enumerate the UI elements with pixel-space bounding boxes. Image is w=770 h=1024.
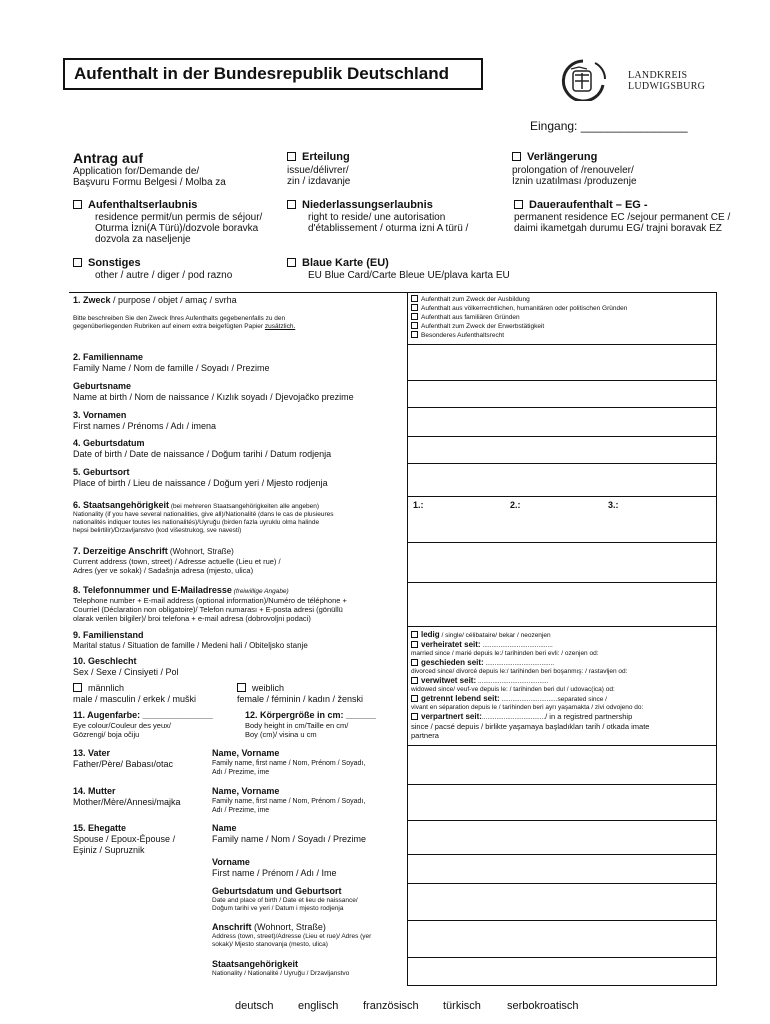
verpartnert-desc2: since / pacsé depuis / birlikte yaşamaya başladıkları tarih / otkada imate [411,722,650,731]
erteilung-checkbox[interactable] [287,152,296,161]
antrag-title: Antrag auf [73,150,143,166]
telefon-desc1: Telephone number + E-mail address (optional information)/Numéro de téléphone + [73,596,347,605]
aufenthaltserlaubnis-sub1: residence permit/un permis de séjour/ [95,212,263,223]
ehegatte-anschrift-desc1: Address (town, street)/Adresse (Lieu et rue)/ Adres (yer [212,933,372,940]
weiblich-desc: female / féminin / kadın / ženski [237,694,364,704]
sonstiges-checkbox[interactable] [73,258,82,267]
maennlich-label: männlich [88,683,125,693]
mutter-name-label: Name, Vorname [212,786,280,796]
ehegatte-anschrift-label: Anschrift [212,922,252,932]
logo-line1: LANDKREIS [628,70,688,81]
familienname-desc: Family Name / Nom de famille / Soyadı / Prezime [73,363,270,373]
zweck-option: Aufenthalt zum Zweck der Erwerbstätigkeit [421,323,545,330]
verpartnert-checkbox[interactable] [411,713,418,720]
row-divider [408,407,717,408]
zweck-option: Aufenthalt aus völkerrechtlichen, humanitären oder politischen Gründen [421,305,628,312]
table-divider-vertical [407,292,408,986]
niederlassungserlaubnis-checkbox[interactable] [287,200,296,209]
telefon-desc3: olarak verilen bilgiler)/ broi telefona + e-mail adresa (dobrovoljni podaci) [73,614,311,623]
groesse-desc2: Boy (cm)/ visina u cm [245,730,317,739]
staatsang-desc1: Nationality (if you have several nationalities, give all)/Nationalité (dans le cas de plusieures [73,511,334,518]
daueraufenthalt-checkbox[interactable] [514,200,523,209]
aufenthaltserlaubnis-label: Aufenthaltserlaubnis [88,199,198,211]
row-divider [408,582,717,583]
daueraufenthalt-sub2: daimi ikametgah durumu EG/ trajni boravak EZ [514,223,722,234]
row-divider [408,380,717,381]
geburtsname-desc: Name at birth / Nom de naissance / Kızlık soyadı / Djevojačko prezime [73,392,354,402]
page-title: Aufenthalt in der Bundesrepublik Deutschland [63,58,483,90]
zweck-title-rest: / purpose / objet / amaç / svrha [110,295,237,305]
logo-line2: LUDWIGSBURG [628,81,706,92]
ehegatte-staatsang-desc: Nationality / Nationalité / Uyruğu / Drzavljanstvo [212,970,350,977]
verlaengerung-sub2: İznin uzatılması /produzenje [512,176,637,187]
augenfarbe-field[interactable]: 11. Augenfarbe: ______________ [73,710,213,720]
language-link-serbokroatisch[interactable]: serbokroatisch [507,1000,579,1012]
ehegatte-name-desc: Family name / Nom / Soyadı / Prezime [212,834,367,844]
niederlassungserlaubnis-label: Niederlassungserlaubnis [302,199,433,211]
ledig-label: ledig [421,630,440,639]
row-divider [408,745,717,746]
zweck-option-checkbox[interactable] [411,304,418,311]
weiblich-checkbox[interactable] [237,683,246,692]
language-link-englisch[interactable]: englisch [298,1000,339,1012]
verlaengerung-checkbox[interactable] [512,152,521,161]
verpartnert-dots[interactable]: ................................... [481,714,546,721]
zweck-desc2: gegenüberliegenden Rubriken auf einem extra beigefügten Papier [73,323,264,330]
staatsang-label-small: (bei mehreren Staatsangehörigkeiten alle angeben) [169,503,319,510]
ledig-desc: / single/ célibataire/ bekar / neozenjen [439,632,551,639]
geschieden-label: geschieden seit: [421,658,484,667]
groesse-desc1: Body height in cm/Taille en cm/ [245,721,349,730]
staatsang-field-2[interactable]: 2.: [510,500,521,510]
ehegatte-label: 15. Ehegatte [73,823,127,833]
language-link-tuerkisch[interactable]: türkisch [443,1000,481,1012]
anschrift-desc1: Current address (town, street) / Adresse actuelle (Lieu et rue) / [73,557,281,566]
staatsang-label: 6. Staatsangehörigkeit [73,500,170,510]
weiblich-label: weiblich [252,683,285,693]
verwitwet-checkbox[interactable] [411,677,418,684]
mutter-desc: Mother/Mère/Annesi/majka [73,797,181,807]
aufenthaltserlaubnis-checkbox[interactable] [73,200,82,209]
mutter-name-desc2: Adı / Prezime, ime [212,807,270,814]
zweck-desc1: Bitte beschreiben Sie den Zweck Ihres Aufenthalts gegebenenfalls zu den [73,315,286,322]
row-divider [408,463,717,464]
ehegatte-vorname-desc: First name / Prénom / Adı / Ime [212,868,337,878]
mutter-label: 14. Mutter [73,786,116,796]
verpartnert-desc1: / in a registred partnership [545,712,633,721]
geburtsort-desc: Place of birth / Lieu de naissance / Doğum yeri / Mjesto rodjenja [73,478,328,488]
aufenthaltserlaubnis-sub2: Oturma İzni(A Türü)/dozvole boravka [95,223,259,234]
zweck-option-checkbox[interactable] [411,331,418,338]
getrennt-desc2: vivant en séparation depuis le / tarihinden beri ayrı yaşamakta / zivi odvojeno do: [411,704,644,711]
ehegatte-desc2: Eşiniz / Supruznik [73,845,145,855]
verlaengerung-sub1: prolongation of /renouveler/ [512,165,634,176]
verwitwet-dots[interactable]: ....................................... [476,678,549,685]
table-bottom-line [407,985,717,986]
telefon-label-extra: (freiwillige Angabe) [231,588,289,595]
vater-name-desc2: Adı / Prezime, ime [212,769,270,776]
geschlecht-label: 10. Geschlecht [73,656,137,666]
staatsang-field-1[interactable]: 1.: [413,500,424,510]
table-top-line [69,292,717,293]
ledig-checkbox[interactable] [411,631,418,638]
zweck-option: Aufenthalt zum Zweck der Ausbildung [421,296,530,303]
maennlich-desc: male / masculin / erkek / muški [73,694,197,704]
mutter-name-desc1: Family name, first name / Nom, Prénom / Soyadı, [212,798,366,805]
getrennt-checkbox[interactable] [411,695,418,702]
vater-name-label: Name, Vorname [212,748,280,758]
geschieden-desc: divorced since/ divorcé depuis le:/ tarihinden beri boşanmış: / rastavljen od: [411,668,628,675]
zweck-desc2-underline: zusätzlich. [264,323,296,330]
ehegatte-vorname-label: Vorname [212,857,250,867]
vornamen-label: 3. Vornamen [73,410,127,420]
familienstand-desc: Marital status / Situation de famille / Medeni hali / Obiteljsko stanje [73,641,308,650]
blaue-karte-checkbox[interactable] [287,258,296,267]
row-divider [408,784,717,785]
sonstiges-sub1: other / autre / diger / pod razno [95,270,233,281]
geschieden-dots[interactable]: ...................................... [483,660,555,667]
geburtsdatum-desc: Date of birth / Date de naissance / Doğum tarihi / Datum rodjenja [73,449,332,459]
table-right-line [716,292,717,986]
staatsang-desc2: nationalités indiquer toutes les nationalités)/Uyruğu (birden fazla uyruklu olma halinde [73,519,320,526]
ehegatte-anschrift-extra: (Wohnort, Straße) [251,922,326,932]
row-divider [408,496,717,497]
row-divider [408,957,717,958]
antrag-sub2: Başvuru Formu Belgesi / Molba za [73,177,226,188]
niederlassungserlaubnis-sub1: right to reside/ une autorisation [308,212,446,223]
vater-label: 13. Vater [73,748,111,758]
row-divider [408,344,717,345]
blaue-karte-label: Blaue Karte (EU) [302,257,389,269]
anschrift-label-extra: (Wohnort, Straße) [167,547,234,556]
ehegatte-anschrift-desc2: sokak)/ Mjesto stanovanja (mesto, ulica) [212,941,328,948]
getrennt-dots[interactable]: ............................... [499,696,558,703]
zweck-option-checkbox[interactable] [411,313,418,320]
telefon-label: 8. Telefonnummer und E-Mailadresse [73,585,232,595]
row-divider [408,854,717,855]
verwitwet-desc: widowed since/ veuf-ve depuis le: / tarihinden beri dul / udovac(ica) od: [411,686,615,693]
augenfarbe-desc2: Gözrengi/ boja očiju [73,730,140,739]
getrennt-desc1: separated since / [557,696,607,703]
maennlich-checkbox[interactable] [73,683,82,692]
row-divider [408,820,717,821]
ehegatte-desc1: Spouse / Epoux-Épouse / [73,834,176,844]
row-divider [408,436,717,437]
antrag-sub1: Application for/Demande de/ [73,166,200,177]
geschieden-checkbox[interactable] [411,659,418,666]
erteilung-label: Erteilung [302,151,350,163]
verpartnert-label: verpartnert seit: [421,712,482,721]
row-divider [408,542,717,543]
eingang-field[interactable]: Eingang: ________________ [530,119,688,133]
verheiratet-dots[interactable]: ....................................... [480,642,553,649]
anschrift-label: 7. Derzeitige Anschrift [73,546,168,556]
daueraufenthalt-label: Daueraufenthalt – EG - [529,199,648,211]
ehegatte-gebdatort-desc2: Doğum tarihi ve yeri / Datum i mjesto rodjenja [212,905,344,912]
row-divider [408,920,717,921]
vater-name-desc1: Family name, first name / Nom, Prénom / Soyadı, [212,760,366,767]
ehegatte-gebdatort-desc1: Date and place of birth / Date et lieu de naissance/ [212,897,358,904]
erteilung-sub1: issue/délivrer/ [287,165,349,176]
verheiratet-checkbox[interactable] [411,641,418,648]
ehegatte-name-label: Name [212,823,237,833]
vornamen-desc: First names / Prénoms / Adı / imena [73,421,217,431]
geburtsdatum-label: 4. Geburtsdatum [73,438,145,448]
language-link-franzoesisch[interactable]: französisch [363,1000,419,1012]
aufenthaltserlaubnis-sub3: dozvola za naseljenje [95,234,191,245]
geschlecht-desc: Sex / Sexe / Cinsiyeti / Pol [73,667,179,677]
row-divider [408,883,717,884]
zweck-option-checkbox[interactable] [411,295,418,302]
erteilung-sub2: zin / izdavanje [287,176,351,187]
verlaengerung-label: Verlängerung [527,151,598,163]
groesse-field[interactable]: 12. Körpergröße in cm: ______ [245,710,377,720]
getrennt-label: getrennt lebend seit: [421,694,500,703]
vater-desc: Father/Père/ Babası/otac [73,759,174,769]
anschrift-desc2: Adres (yer ve sokak) / Sadašnja adresa (mjesto, ulica) [73,566,254,575]
daueraufenthalt-sub1: permanent residence EC /sejour permanent CE / [514,212,731,223]
verheiratet-label: verheiratet seit: [421,640,481,649]
sonstiges-label: Sonstiges [88,257,141,269]
blaue-karte-sub1: EU Blue Card/Carte Bleue UE/plava karta EU [308,270,510,281]
niederlassungserlaubnis-sub2: d'établissement / oturma izni A türü / [308,223,469,234]
staatsang-desc3: hepsi belirtilir)/Drzavljanstvo (kod višestrukog, sve navesti) [73,527,242,534]
verwitwet-label: verwitwet seit: [421,676,477,685]
crest-icon [553,57,613,101]
zweck-option-checkbox[interactable] [411,322,418,329]
language-link-deutsch[interactable]: deutsch [235,1000,274,1012]
zweck-title: 1. Zweck [73,295,111,305]
verpartnert-desc3: partnera [411,731,439,740]
ehegatte-gebdatort-label: Geburtsdatum und Geburtsort [212,886,342,896]
ehegatte-staatsang-label: Staatsangehörigkeit [212,959,299,969]
staatsang-field-3[interactable]: 3.: [608,500,619,510]
verheiratet-desc: married since / marié depuis le:/ tarihinden beri evli: / ozenjen od: [411,650,599,657]
zweck-option: Besonderes Aufenthaltsrecht [421,332,505,339]
augenfarbe-desc1: Eye colour/Couleur des yeux/ [73,721,171,730]
zweck-option: Aufenthalt aus familiären Gründen [421,314,520,321]
geburtsname-label: Geburtsname [73,381,132,391]
telefon-desc2: Courriel (Déclaration non obligatoire)/ Telefon numarası + E-posta adresi (gönüllü [73,605,343,614]
row-divider [408,626,717,627]
geburtsort-label: 5. Geburtsort [73,467,130,477]
familienname-label: 2. Familienname [73,352,144,362]
familienstand-label: 9. Familienstand [73,630,144,640]
